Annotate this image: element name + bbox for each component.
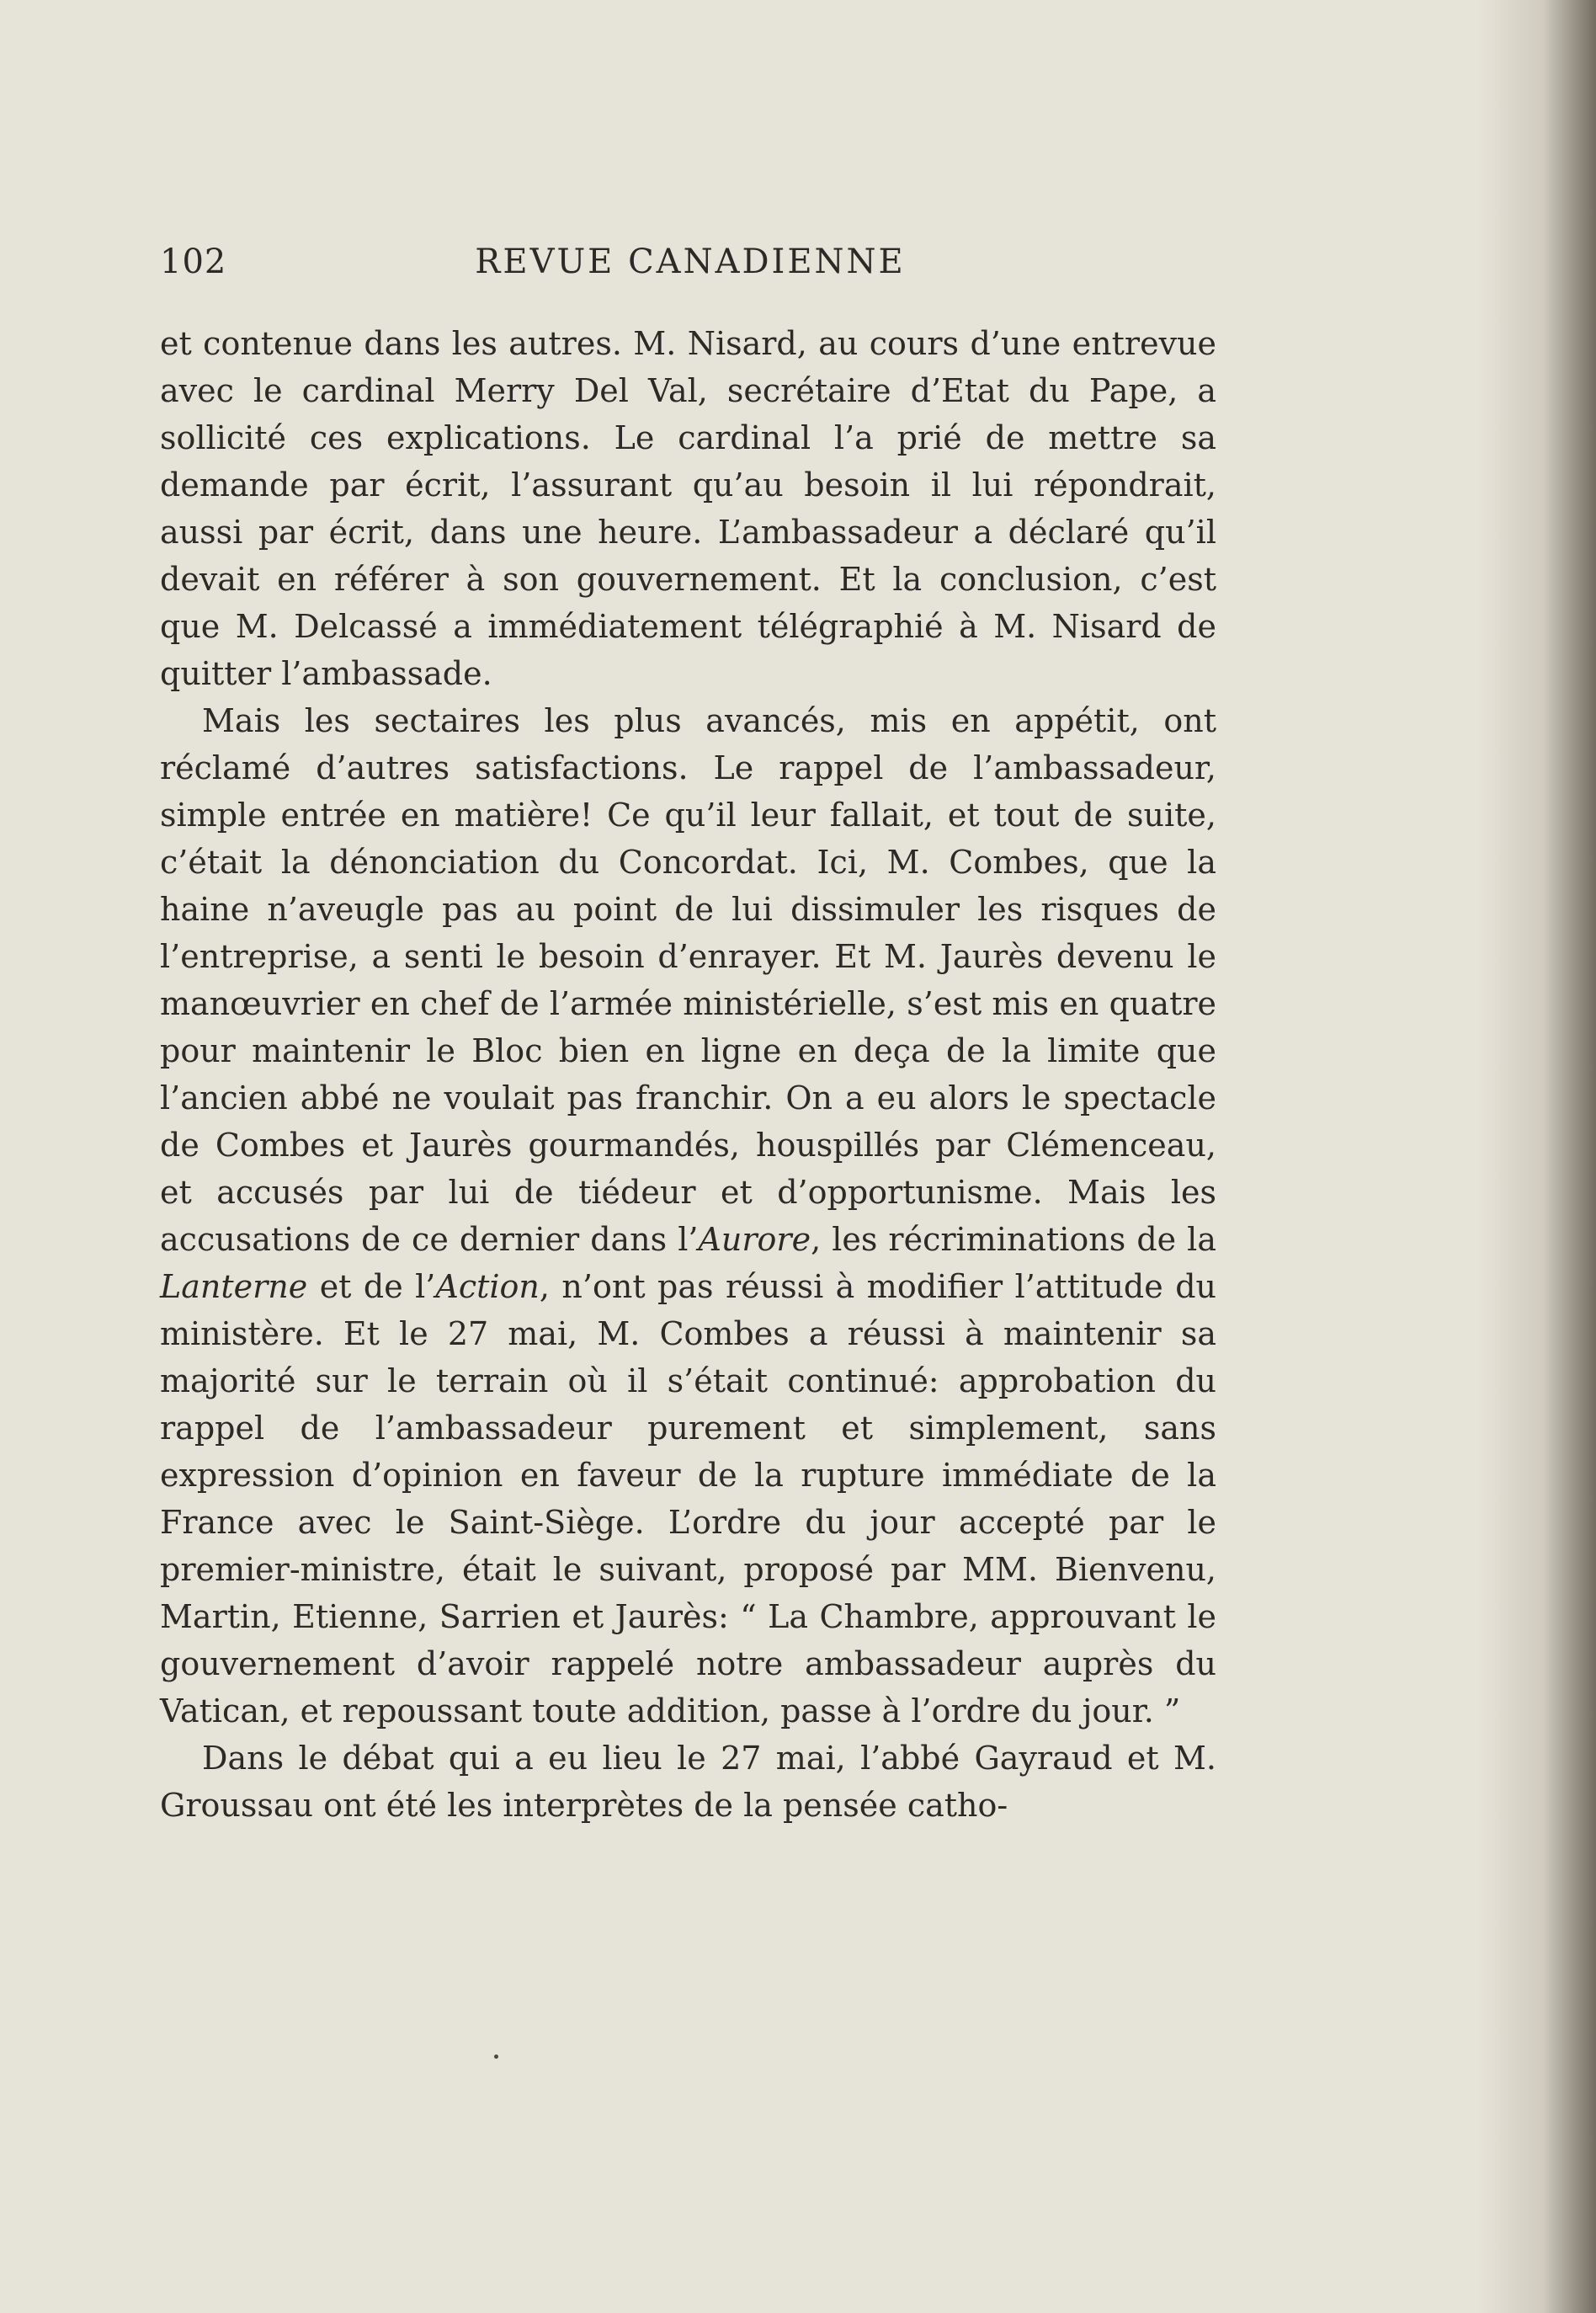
text-segment: , les récriminations de la [811,1221,1216,1258]
text-segment: Mais les sectaires les plus avancés, mis en appétit, ont réclamé d’autres satisfactions. Le rappel de l’ambassadeur, simple entrée en matière! Ce qu’il leur fallait, et tout de suite, c’était la dénonciation du Concordat. Ici, M. Combes, que la haine n’aveugle pas au point de lui dissimuler les risques de l’entreprise, a senti le besoin d’enrayer. Et M. Jaurès devenu le manœuvrier en chef de l’armée ministérielle, s’est mis en quatre pour maintenir le Bloc bien en ligne en deça de la limite que l’ancien abbé ne voulait pas franchir. On a eu alors le spectacle de Combes et Jaurès gourmandés, houspillés par Clémenceau, et accusés par lui de tiédeur et d’opportunisme. Mais les accusations de ce dernier dans l’ [160,702,1216,1258]
paragraph-2 [160,697,1216,1735]
newspaper-title-lanterne: Lanterne [160,1268,308,1305]
running-title: REVUE CANADIENNE [475,242,906,281]
body-text [160,320,1216,1829]
newspaper-title-action: Action [435,1268,540,1305]
newspaper-title-aurore: Aurore [698,1221,811,1258]
text-segment: Dans le débat qui a eu lieu le 27 mai, l’abbé Gayraud et M. Groussau ont été les interprètes de la pensée catho- [160,1740,1216,1824]
text-segment: et contenue dans les autres. M. Nisard, au cours d’une entrevue avec le cardinal Merry Del Val, secrétaire d’Etat du Pape, a sollicité ces explications. Le cardinal l’a prié de mettre sa demande par écrit, l’assurant qu’au besoin il lui répondrait, aussi par écrit, dans une heure. L’ambassadeur a déclaré qu’il devait en référer à son gouvernement. Et la conclusion, c’est que M. Delcassé a immédiatement télégraphié à M. Nisard de quitter l’ambassade. [160,325,1216,692]
page-gutter-shadow [1478,0,1596,2313]
paragraph-3 [160,1735,1216,1829]
ink-speck [494,2055,498,2059]
page-header [160,242,1221,293]
text-segment: et de l’ [307,1268,436,1305]
paragraph-1 [160,320,1216,697]
page-number: 102 [160,242,227,281]
text-segment: , n’ont pas réussi à modifier l’attitude du ministère. Et le 27 mai, M. Combes a réussi à maintenir sa majorité sur le terrain où il s’était continué: approbation du rappel de l’ambassadeur purement et simplement, sans expression d’opinion en faveur de la rupture immédiate de la France avec le Saint-Siège. L’ordre du jour accepté par le premier-ministre, était le suivant, proposé par MM. Bienvenu, Martin, Etienne, Sarrien et Jaurès: “ La Chambre, approuvant le gouvernement d’avoir rappelé notre ambassadeur auprès du Vatican, et repoussant toute addition, passe à l’ordre du jour. ” [160,1268,1216,1729]
